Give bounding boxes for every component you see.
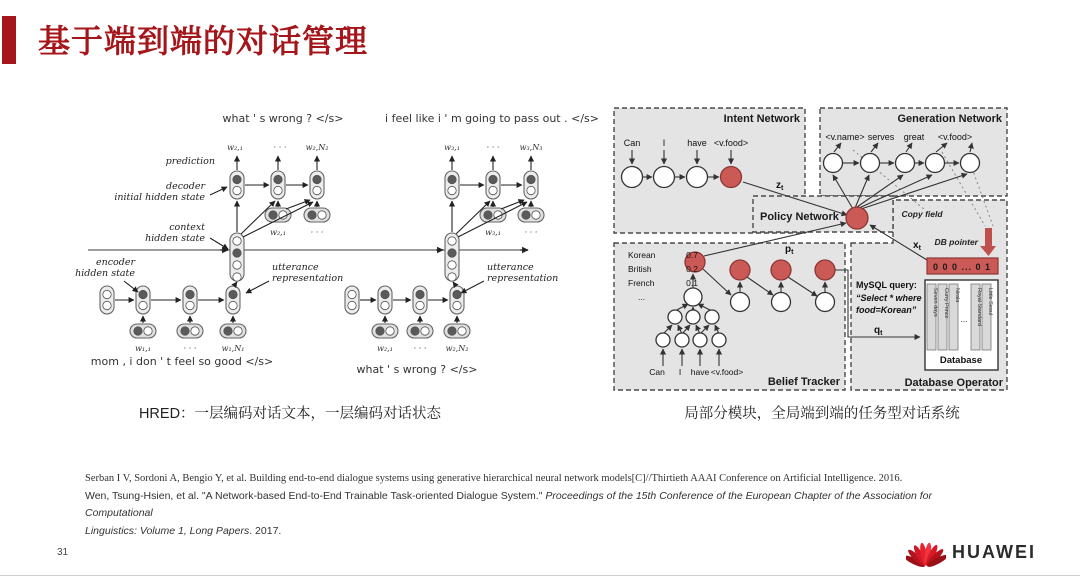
slide-bottom-edge — [0, 575, 1080, 576]
policy-network-title: Policy Network — [760, 211, 839, 223]
database-operator-title: Database Operator — [904, 377, 1003, 389]
ellipsis: · · · — [310, 228, 324, 237]
reference-2-italic: Proceedings of the 15th Conference of the European Chapter of the Association for Computational — [85, 489, 932, 519]
signal-q: $q_t$ — [874, 325, 883, 337]
caption-left: HRED：一层编码对话文本，一层编码对话状态 — [138, 406, 442, 422]
intent-word: have — [687, 138, 707, 148]
belief-word: <v.food> — [710, 367, 744, 377]
belief-dist-value: 0.7 — [686, 250, 698, 260]
generation-word: <v.food> — [937, 132, 973, 142]
w-label: w₂,₁ — [377, 344, 393, 353]
intent-network-title: Intent Network — [723, 113, 800, 125]
label-decoder-1: decoder — [166, 181, 205, 192]
copy-field-label: Copy field — [901, 209, 943, 219]
w-label: w₁,N₁ — [221, 344, 245, 353]
intent-word: <v.food> — [713, 138, 749, 148]
belief-dist-label: Korean — [628, 250, 656, 260]
w-label: w₁,₁ — [135, 344, 151, 353]
w-label: w₂,N₂ — [305, 143, 329, 152]
generation-word: serves — [867, 132, 895, 142]
intent-word: I — [662, 138, 666, 148]
page-title: 基于端到端的对话管理 — [38, 23, 369, 59]
w-label: w₃,₁ — [444, 143, 460, 152]
label-context-1: context — [169, 222, 205, 233]
database-label: Database — [939, 355, 983, 366]
belief-word: Can — [649, 367, 665, 377]
db-column-label: Royal Standard — [976, 288, 982, 326]
hred-figure — [60, 100, 610, 400]
belief-dist-label: British — [628, 264, 652, 274]
ellipsis: · · · — [273, 143, 287, 152]
w-label: w₂,₁ — [227, 143, 243, 152]
label-encoder-2: hidden state — [75, 268, 135, 279]
sentence-top-right: i feel like i ' m going to pass out . </s> — [385, 112, 599, 125]
generation-network-title: Generation Network — [897, 113, 1002, 125]
caption-right: 局部分模块，全局端到端的任务型对话系统 — [684, 406, 960, 422]
references — [85, 470, 1000, 540]
belief-dist-value: 0.1 — [686, 278, 698, 288]
w-label: w₃,₁ — [485, 228, 501, 237]
reference-2-plain: Wen, Tsung-Hsien, et al. "A Network-based End-to-End Trainable Task-oriented Dialogue System." — [85, 489, 546, 502]
db-column-label: Seven days — [932, 288, 938, 317]
reference-3-italic: Linguistics: Volume 1, Long Papers — [85, 524, 250, 537]
belief-tracker-title: Belief Tracker — [767, 376, 840, 388]
mysql-query-line: “Select * where — [856, 293, 922, 303]
db-column-label: Nirala — [954, 288, 960, 303]
intent-word: Can — [623, 138, 641, 148]
db-column-label: Little Seoul — [987, 288, 993, 316]
dialogue-system-figure — [610, 98, 1070, 398]
reference-line-3 — [85, 523, 1000, 541]
label-encoder-1: encoder — [95, 257, 135, 268]
ellipsis: · · · — [524, 228, 538, 237]
ellipsis: · · · — [413, 344, 427, 353]
belief-word: I — [678, 367, 682, 377]
title-accent-bar — [2, 16, 16, 64]
w-label: w₂,N₂ — [445, 344, 469, 353]
ellipsis: · · · — [183, 344, 197, 353]
w-label: w₃,N₃ — [519, 143, 543, 152]
label-utterance-1: utterance — [272, 262, 319, 273]
signal-p: $p_t$ — [785, 244, 794, 256]
generation-word: <v.name> — [825, 132, 865, 142]
generation-word: great — [903, 132, 925, 142]
reference-line-2 — [85, 488, 1000, 523]
reference-line-1: Serban I V, Sordoni A, Bengio Y, et al. Building end-to-end dialogue systems using generative hierarchical neural network models[C]//Thirtieth AAAI Conference on Artificial Intelligence. 2016. — [85, 473, 903, 484]
label-decoder-2: initial hidden state — [114, 192, 205, 203]
belief-dist-ellipsis: ... — [638, 292, 646, 302]
ellipsis: · · · — [486, 143, 500, 152]
belief-dist-label: French — [628, 278, 655, 288]
huawei-logo — [906, 535, 1036, 569]
label-prediction: prediction — [165, 156, 215, 167]
db-column-label: Curry Prince — [943, 288, 949, 319]
huawei-wordmark: HUAWEI — [952, 541, 1036, 562]
label-context-2: hidden state — [145, 233, 205, 244]
mysql-query-line: MySQL query: — [856, 280, 917, 290]
mysql-query-line: food=Korean” — [856, 305, 917, 315]
belief-word: have — [690, 367, 710, 377]
label-utterance-1: utterance — [487, 262, 534, 273]
db-pointer-label: DB pointer — [934, 237, 978, 247]
sentence-top-left: what ' s wrong ? </s> — [222, 112, 344, 125]
label-utterance-2: representation — [272, 273, 344, 284]
label-utterance-2: representation — [487, 273, 559, 284]
db-column-ellipsis: ... — [960, 314, 968, 324]
w-label: w₂,₁ — [270, 228, 286, 237]
sentence-bottom-right: what ' s wrong ? </s> — [356, 363, 478, 376]
signal-z: $z_t$ — [776, 180, 784, 192]
db-pointer-bits: 0 0 0 ... 0 1 — [932, 262, 992, 272]
belief-dist-value: 0.2 — [686, 264, 698, 274]
huawei-flower-icon — [906, 535, 946, 569]
signal-x: $x_t$ — [913, 240, 921, 252]
sentence-bottom-left: mom , i don ' t feel so good </s> — [90, 355, 274, 368]
reference-3-plain: . 2017. — [249, 524, 282, 537]
page-number: 31 — [57, 547, 69, 558]
